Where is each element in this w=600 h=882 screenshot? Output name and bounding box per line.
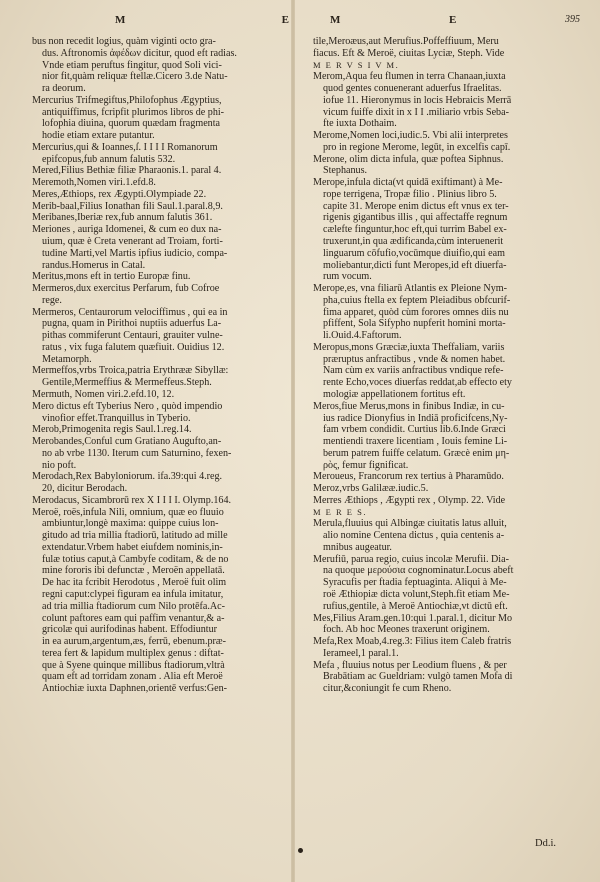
entry-line: Merodach,Rex Babyloniorum. ifa.39:qui 4.reg.: [32, 471, 223, 483]
entry-continuation-line: Stephanus.: [323, 165, 368, 177]
entry-line: Meremoth,Nomen viri.1.efd.8.: [32, 177, 156, 189]
entry-continuation-line: capite 31. Merope enim dictus eft vnus ex ter-: [323, 200, 509, 212]
entry-line: bus non recedit logius, quàm viginti octo gra-: [32, 36, 216, 47]
entry-continuation-line: moliebantur,dicti funt Meropes,id eft diuerfa-: [323, 259, 507, 271]
ornament-dot: [298, 848, 303, 853]
entry-continuation-line: ad tria millia ftadiorum cum Nilo protēfa.Ac-: [42, 600, 226, 612]
entry-continuation-line: gricolæ qui aurifodinas habent. Effodiuntur: [42, 624, 218, 636]
entry-continuation-line: no ab vrbe 1130. Iterum cum Saturnino, fexen-: [42, 447, 232, 459]
entry-line: Merufiū, parua regio, cuius incolæ Merufii. Dia-: [313, 553, 509, 565]
signature-mark: Dd.i.: [535, 838, 556, 849]
entry-continuation-line: vinofior effet.Tranquillus in Tyberio.: [42, 412, 191, 424]
entry-continuation-line: berum patrem fuiffe celatum. Græcè enim μη-: [323, 447, 510, 459]
entry-continuation-line: Ierameel,1 paral.1.: [323, 647, 399, 659]
entry-continuation-line: fima apparet, quòd cùm forores omnes diis nu: [323, 306, 509, 318]
cross-reference-line: M E R E S.: [313, 506, 367, 517]
entry-continuation-line: randus.Homerus in Catal.: [42, 259, 146, 271]
entry-continuation-line: Antiochiæ iuxta Daphnen,orientē verfus:Gen-: [42, 683, 227, 695]
entry-continuation-line: hodie etiam extare putantur.: [42, 130, 155, 142]
entry-continuation-line: roë Æthiopiæ dicta volunt,Steph.fit etiam Me-: [323, 588, 510, 600]
left-text-column: [32, 36, 288, 695]
entry-continuation-line: foch. Ab hoc Meones traxerunt originem.: [323, 624, 490, 636]
entry-line: Mercurius,qui & Ioannes,ſ. I I I I Romanorum: [32, 141, 218, 153]
entry-continuation-line: rente Echo,voces diuerfas reddat,ab effecto ety: [323, 377, 512, 389]
entry-continuation-line: iofue 11. Hieronymus in locis Hebraicis Merrā: [323, 94, 512, 106]
entry-continuation-line: lofophia diuina, quorum quædam fragmenta: [42, 118, 221, 130]
entry-line: Meres,Æthiops, rex Ægypti.Olympiade 22.: [32, 188, 207, 200]
entry-continuation-line: De hac ita fcribit Herodotus , Meroë fuit olim: [42, 577, 227, 589]
entry-line: Mes,Filius Aram.gen.10:qui 1.paral.1, dicitur Mo: [313, 612, 513, 624]
entry-continuation-line: linguarum cōfufio,vocūmque diuifio,qui eam: [323, 247, 505, 259]
running-head-letter: E: [449, 14, 458, 26]
entry-continuation-line: regni caput:clypei figuram ea infula imitatur,: [42, 588, 224, 600]
entry-continuation-line: fulæ totius caput,à Cambyfe coditam, & de no: [42, 553, 229, 565]
running-head-letter: E: [281, 14, 290, 26]
entry-continuation-line: fte iuxta Dothaim.: [323, 118, 397, 130]
entry-continuation-line: pha,cuius ftella ex feptem Pleiadibus obfcurif-: [323, 294, 511, 306]
entry-continuation-line: extendatur.Vrbem habet eiufdem nominis,in-: [42, 541, 223, 553]
entry-line: Merom,Aqua feu flumen in terra Chanaan,iuxta: [313, 71, 506, 83]
entry-continuation-line: ra deorum.: [42, 83, 86, 95]
entry-continuation-line: colunt paftores eam qui paffim venantur,& a-: [42, 612, 225, 624]
entry-continuation-line: antiquiffimus, fcripfit plurimos libros de phi-: [42, 106, 225, 118]
entry-continuation-line: ambiuntur,longè maxima: quippe cuius lon-: [42, 518, 219, 530]
entry-line: Meroueus, Francorum rex tertius à Pharamūdo.: [313, 471, 504, 483]
entry-continuation-line: præruptus anfractibus , vnde & nomen habet.: [323, 353, 506, 365]
running-head-right: [330, 14, 580, 26]
entry-continuation-line: dus. Aftronomis ἀφέδων dicitur, quod eft radias.: [42, 47, 237, 59]
entry-continuation-line: cælefte finguntur,hoc eft,qui turrim Babel ex-: [323, 224, 507, 236]
entry-continuation-line: alio nomine Centena dictus , quia centenis a-: [323, 530, 505, 542]
entry-continuation-line: in ea aurum,argentum,æs, ferrū, ebenum.præ-: [42, 636, 226, 648]
entry-continuation-line: truxerunt,in qua ædificanda,cùm interuenerit: [323, 236, 504, 248]
entry-continuation-line: citur,&coniungit fe cum Rheno.: [323, 683, 452, 695]
entry-continuation-line: nio poft.: [42, 459, 77, 471]
entry-continuation-line: rum vocum.: [323, 271, 372, 283]
entry-line: Merib-baal,Filius Ionathan fili Saul.1.paral.8,9.: [32, 200, 223, 212]
entry-line: Merres Æthiops , Ægypti rex , Olymp. 22. Vide: [313, 494, 506, 506]
entry-continuation-line: pro in regione Merome, legūt, in excelfis capī.: [323, 141, 511, 153]
entry-continuation-line: Vnde etiam peruftus fingitur, quod Soli vici-: [42, 59, 222, 71]
page-number: 395: [564, 14, 580, 25]
entry-line: Meros,fiue Merus,mons in finibus Indiæ, in cu-: [313, 400, 505, 412]
entry-continuation-line: ratus , vix fuga falutem quæfiuit. Ouidius 12.: [42, 341, 225, 353]
running-head-letter: M: [115, 14, 127, 26]
entry-continuation-line: rufius,gentile, à Meroë Antiochiæ,vt dictū eft.: [323, 600, 508, 612]
page-gutter: [291, 0, 295, 882]
entry-line: Meribanes,Iberiæ rex,fub annum falutis 361.: [32, 212, 213, 224]
entry-line: Mercurius Trifmegiftus,Philofophus Ægyptius,: [32, 94, 222, 106]
entry-continuation-line: terea fert & lapidum multiplex genus : diftat-: [42, 647, 224, 659]
entry-continuation-line: Brabātiam ac Gueldriam: vulgò tamen Mofa di: [323, 671, 513, 683]
entry-continuation-line: mentiendi traxere licentiam , Iouis femine Li-: [323, 436, 508, 448]
entry-continuation-line: pithas commiferunt Centauri, grauiter vulne-: [42, 330, 223, 342]
entry-continuation-line: Metamorph.: [42, 353, 92, 365]
entry-continuation-line: na quoque μερούσια cognominatur.Locus abeft: [323, 565, 514, 577]
entry-continuation-line: mologiæ appellationem fortitus eft.: [323, 388, 466, 400]
entry-continuation-line: tudine Marti,vel Martis ipfius iudicio, compa-: [42, 247, 228, 259]
entry-line: Merula,fluuius qui Albingæ ciuitatis latus alluit,: [313, 518, 507, 530]
entry-continuation-line: ius radice Dionyfius in Indiā proficifcens,Ny-: [323, 412, 508, 424]
running-head-left: [115, 14, 290, 26]
entry-continuation-line: Nam cùm ex variis anfractibus vndique refe-: [323, 365, 504, 377]
entry-continuation-line: uium, quæ è Creta venerant ad Troiam, forti-: [42, 236, 223, 248]
entry-line: Merone, olim dicta infula, quæ poftea Siphnus.: [313, 153, 504, 165]
entry-line: Merob,Primogenita regis Saul.1.reg.14.: [32, 424, 192, 436]
entry-continuation-line: 20, dicitur Berodach.: [42, 483, 128, 495]
entry-continuation-line: Syracufis per ftadia feptuaginta. Aliqui à Me-: [323, 577, 507, 589]
entry-continuation-line: mine fororis ibi defunctæ , Meroën appellatā.: [42, 565, 225, 577]
entry-line: Merope,es, vna filiarū Atlantis ex Pleione Nym-: [313, 283, 507, 295]
entry-continuation-line: li.Ouid.4.Faftorum.: [323, 330, 402, 342]
entry-continuation-line: pfiffent, Sola Sifypho nupferit homini morta-: [323, 318, 506, 330]
entry-line: Merodacus, Sicambrorū rex X I I I I. Olymp.164.: [32, 494, 232, 506]
entry-line: Merome,Nomen loci,iudic.5. Vbi alii interpretes: [313, 130, 508, 142]
entry-line: Meritus,mons eft in tertio Europæ finu.: [32, 271, 191, 283]
entry-continuation-line: rigenis gigantibus illis , qui affectaffe regnum: [323, 212, 508, 224]
entry-line: Mermeros, Centaurorum velociffimus , qui ea in: [32, 306, 228, 318]
entry-continuation-line: rope terrigena, Tropæ filio . Plinius libro 5.: [323, 188, 497, 200]
entry-continuation-line: ρὸς, femur fignificat.: [323, 459, 409, 471]
entry-line: Mero dictus eft Tyberius Nero , quòd impendio: [32, 400, 223, 412]
entry-continuation-line: fam vrbem condidit. Curtius lib.6.Inde Græci: [323, 424, 506, 436]
entry-line: Meroë, roës,infula Nili, omnium, quæ eo fluuio: [32, 506, 224, 518]
entry-continuation-line: mnibus augeatur.: [323, 541, 392, 553]
entry-continuation-line: vicum fuiffe dixit in x I I .miliario vrbis Seba-: [323, 106, 509, 118]
entry-continuation-line: quod gentes conuenerant aduerfus Ifraelitas.: [323, 83, 502, 95]
entry-line: Mered,Filius Bethiæ filiæ Pharaonis.1. paral 4.: [32, 165, 222, 177]
entry-line: Mefa,Rex Moab,4.reg.3: Filius item Caleb fratris: [313, 636, 512, 648]
entry-line: Mermeros,dux exercitus Perfarum, fub Cofroe: [32, 283, 220, 295]
entry-continuation-line: epifcopus,fub annum falutis 532.: [42, 153, 176, 165]
entry-line: tile,Meroæus,aut Merufius.Poffeffiuum, Meru: [313, 36, 499, 47]
entry-line: Meropus,mons Græciæ,iuxta Theffaliam, variis: [313, 341, 505, 353]
entry-line: Merobandes,Conful cum Gratiano Augufto,an-: [32, 436, 222, 448]
entry-line: Meroz,vrbs Galilææ.iudic.5.: [313, 483, 429, 495]
cross-reference-line: M E R V S I V M.: [313, 59, 400, 70]
entry-continuation-line: pugna, quam in Pirithoi nuptiis aduerfus La-: [42, 318, 222, 330]
right-text-column: [313, 36, 583, 695]
entry-line: Merope,infula dicta(vt quidā exiftimant) à Me-: [313, 177, 503, 189]
entry-continuation-line: que à Syene quinque millibus ftadiorum,vltrà: [42, 659, 225, 671]
running-head-letter: M: [330, 14, 342, 26]
entry-line: Mermeffos,vrbs Troica,patria Erythrææ Sibyllæ:: [32, 365, 229, 377]
entry-line: Meriones , auriga Idomenei, & cum eo dux na-: [32, 224, 222, 236]
entry-continuation-line: rege.: [42, 294, 62, 306]
entry-line: Mefa , fluuius notus per Leodium fluens , & per: [313, 659, 507, 671]
entry-continuation-line: Gentile,Mermeffius & Mermeffeus.Steph.: [42, 377, 212, 389]
entry-continuation-line: nior fit,quàm reliquæ ftellæ.Cicero 3.de Natu-: [42, 71, 228, 83]
entry-line: fiacus. Eft & Meroë, ciuitas Lyciæ, Steph. Vide: [313, 47, 505, 59]
entry-continuation-line: gitudo ad tria millia ftadiorū, latitudo ad mille: [42, 530, 228, 542]
entry-line: Mermuth, Nomen viri.2.efd.10, 12.: [32, 388, 175, 400]
entry-continuation-line: quam eft ad torridam zonam . Alia eft Meroë: [42, 671, 223, 683]
